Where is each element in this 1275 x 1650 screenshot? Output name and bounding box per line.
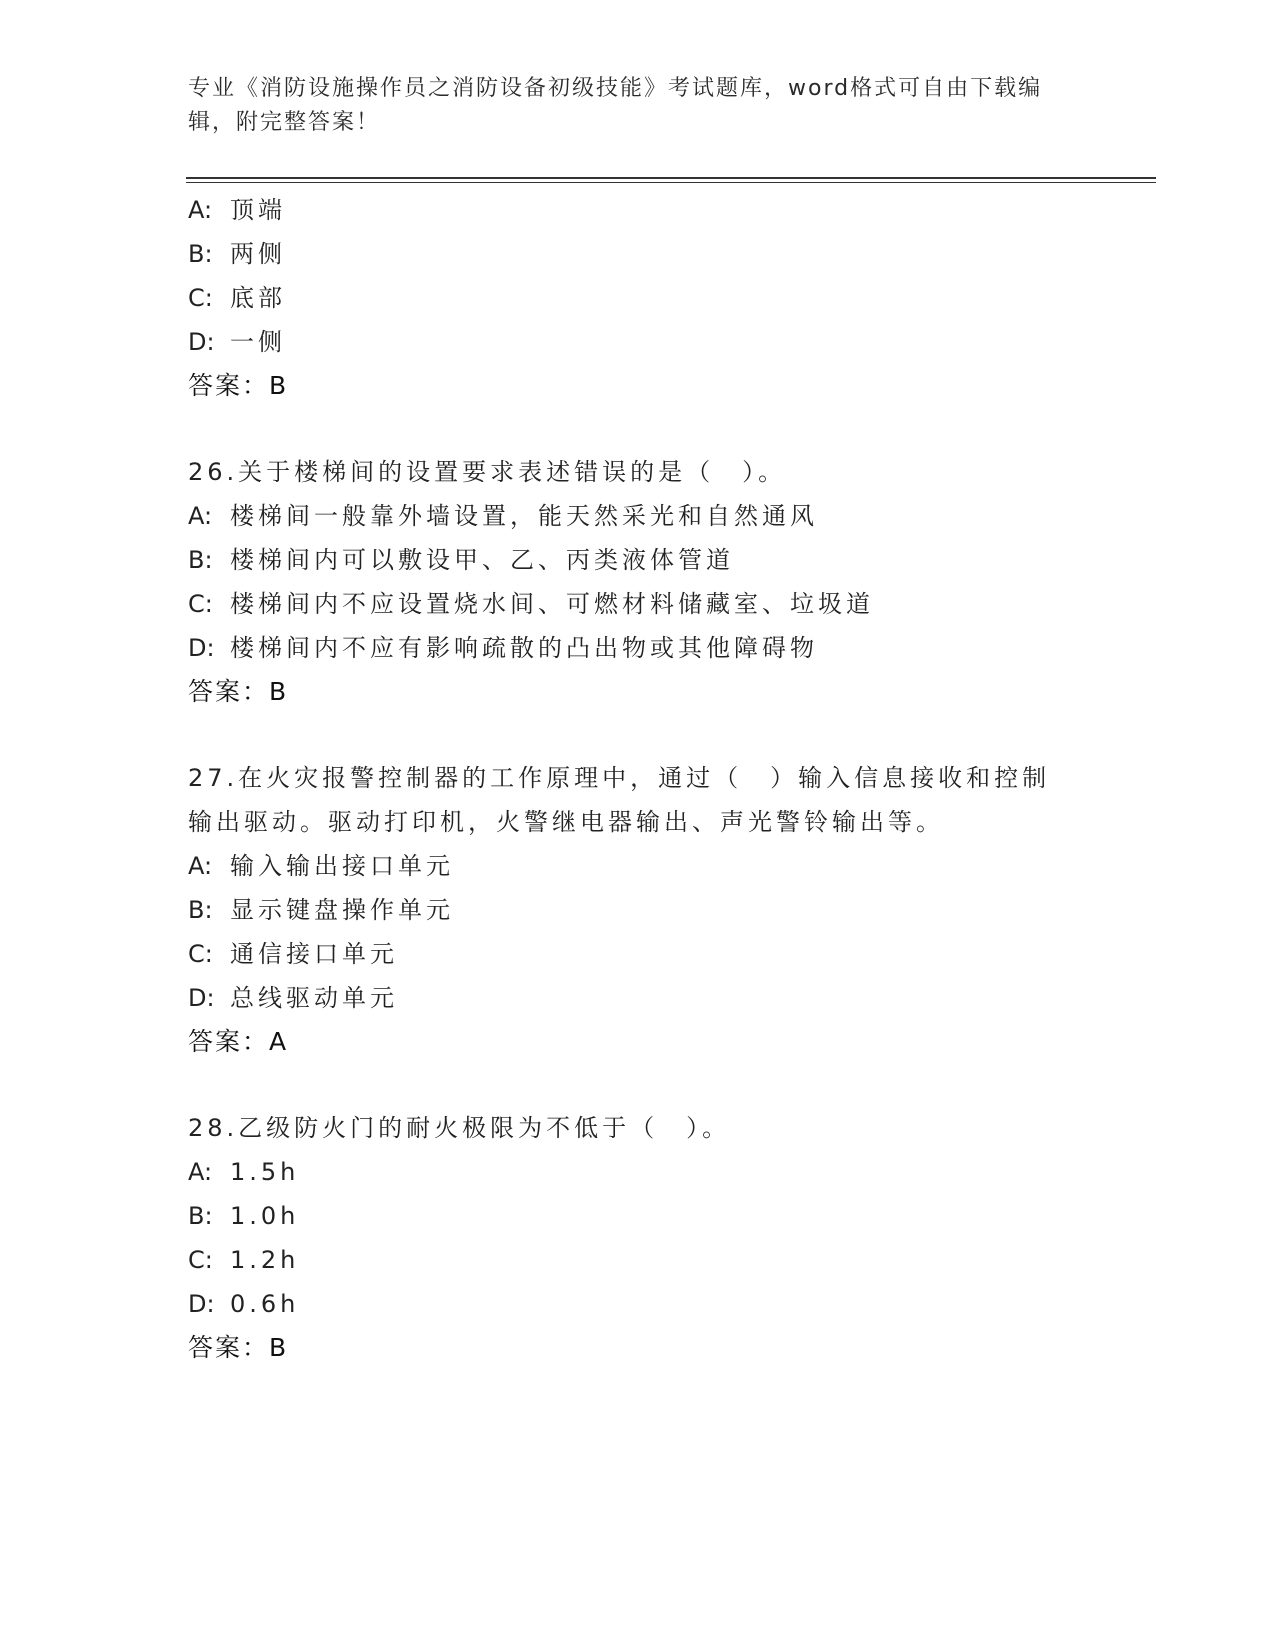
option-label: D: [188, 1290, 215, 1318]
q25-option-a [188, 194, 286, 226]
option-text: 总线驱动单元 [230, 984, 398, 1012]
header-divider-thin [186, 182, 1156, 183]
q28-answer: 答案：B [188, 1333, 289, 1362]
header-divider-thick [186, 177, 1156, 179]
option-text: 通信接口单元 [230, 940, 398, 968]
option-label: C: [188, 590, 213, 618]
q27-option-b [188, 894, 454, 926]
option-text: 楼梯间内不应有影响疏散的凸出物或其他障碍物 [230, 634, 818, 662]
q26-question: 26.关于楼梯间的设置要求表述错误的是（ ）。 [188, 458, 787, 486]
option-text: 显示键盘操作单元 [230, 896, 454, 924]
option-text: 楼梯间一般靠外墙设置，能天然采光和自然通风 [230, 502, 818, 530]
q26-option-a [188, 500, 818, 532]
q27-option-a [188, 850, 454, 882]
option-label: D: [188, 634, 215, 662]
option-text: 1.0h [230, 1202, 300, 1230]
q25-option-b [188, 238, 286, 270]
option-label: D: [188, 328, 215, 356]
document-header: 专业《消防设施操作员之消防设备初级技能》考试题库，word格式可自由下载编辑，附完整答案！ [188, 76, 1043, 135]
q26-option-c [188, 588, 874, 620]
option-label: A: [188, 1158, 213, 1186]
q27-option-c [188, 938, 398, 970]
option-text: 0.6h [230, 1290, 300, 1318]
option-text: 顶端 [230, 196, 286, 224]
q26-answer: 答案：B [188, 677, 289, 706]
option-label: C: [188, 1246, 213, 1274]
option-text: 两侧 [230, 240, 286, 268]
option-text: 楼梯间内可以敷设甲、乙、丙类液体管道 [230, 546, 734, 574]
option-text: 一侧 [230, 328, 286, 356]
q26-option-b [188, 544, 734, 576]
option-text: 楼梯间内不应设置烧水间、可燃材料储藏室、垃圾道 [230, 590, 874, 618]
option-text: 底部 [230, 284, 286, 312]
option-label: B: [188, 896, 213, 924]
option-label: C: [188, 284, 213, 312]
option-label: B: [188, 1202, 213, 1230]
q28-option-a [188, 1156, 299, 1188]
option-label: A: [188, 502, 213, 530]
q28-option-c [188, 1244, 299, 1276]
option-text: 1.2h [230, 1246, 300, 1274]
q25-answer: 答案：B [188, 371, 289, 400]
q27-answer: 答案：A [188, 1027, 289, 1056]
option-text: 1.5h [230, 1158, 300, 1186]
option-label: D: [188, 984, 215, 1012]
q28-question: 28.乙级防火门的耐火极限为不低于（ ）。 [188, 1114, 731, 1142]
option-label: C: [188, 940, 213, 968]
q28-option-b [188, 1200, 299, 1232]
q28-option-d [188, 1288, 299, 1320]
q27-question-line-2: 输出驱动。驱动打印机，火警继电器输出、声光警铃输出等。 [188, 808, 944, 836]
q26-option-d [188, 632, 818, 664]
option-label: A: [188, 196, 213, 224]
q27-option-d [188, 982, 398, 1014]
q25-option-c [188, 282, 286, 314]
option-label: B: [188, 546, 213, 574]
option-text: 输入输出接口单元 [230, 852, 454, 880]
option-label: B: [188, 240, 213, 268]
option-label: A: [188, 852, 213, 880]
q25-option-d [188, 326, 286, 358]
q27-question-line-1: 27.在火灾报警控制器的工作原理中，通过（ ）输入信息接收和控制 [188, 764, 1051, 792]
